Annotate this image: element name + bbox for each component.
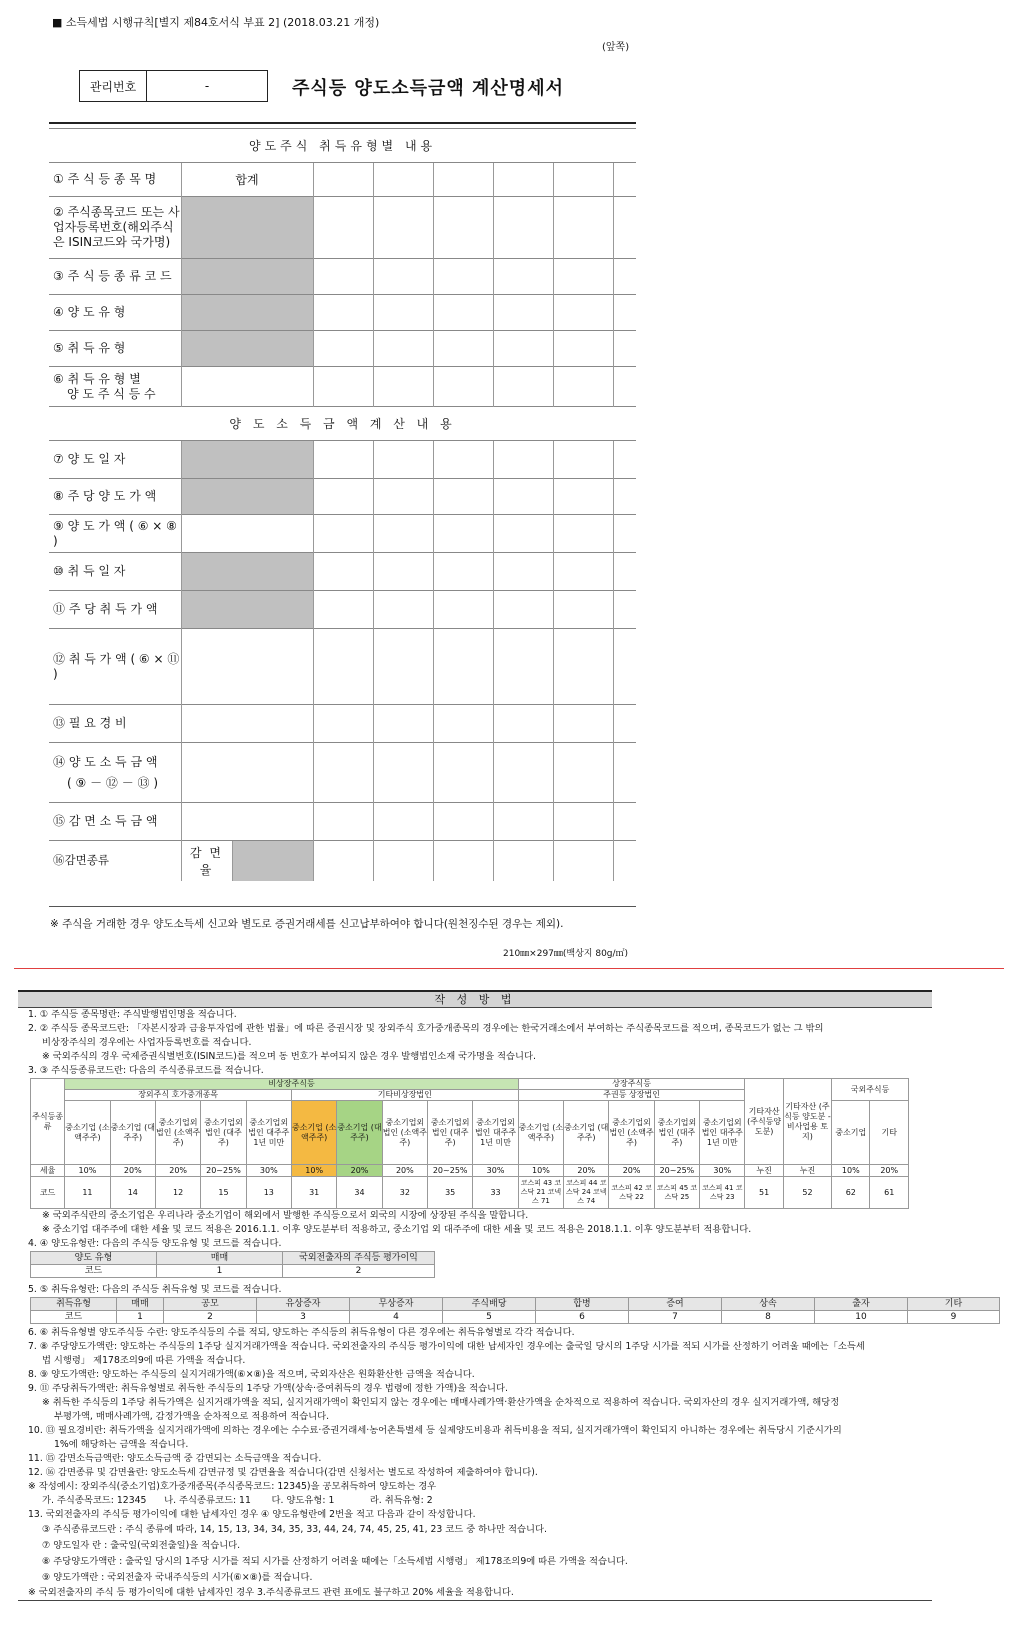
rate-cell: 20% bbox=[382, 1165, 427, 1177]
rate-cell: 30% bbox=[700, 1165, 745, 1177]
instruction-line: ※ 취득한 주식등의 1주당 취득가액은 실지거래가액을 적되, 실지거래가액이 확인되지 않는 경우에는 매매사례가액·환산가액을 순차적으로 적용하여 적습니다. 국외자산의 경우 실지거래가액, 해당정 bbox=[42, 1397, 840, 1408]
col-header: 중소기업 bbox=[832, 1101, 870, 1165]
rate-cell: 20% bbox=[564, 1165, 609, 1177]
gray-cell bbox=[181, 259, 313, 295]
col-header: 중소기업외 법인 (소액주주) bbox=[382, 1101, 427, 1165]
col-header: 중소기업 (대주주) bbox=[564, 1101, 609, 1165]
rate-cell: 30% bbox=[246, 1165, 291, 1177]
input-cell[interactable] bbox=[553, 197, 613, 259]
input-cell[interactable] bbox=[553, 259, 613, 295]
input-cell[interactable] bbox=[553, 295, 613, 331]
input-cell[interactable] bbox=[493, 197, 553, 259]
table-cell: 7 bbox=[629, 1311, 722, 1324]
input-cell[interactable] bbox=[373, 295, 433, 331]
input-cell[interactable] bbox=[313, 803, 373, 841]
input-cell[interactable] bbox=[553, 163, 613, 197]
instruction-line: 1. ① 주식등 종목명란: 주식발행법인명을 적습니다. bbox=[28, 1009, 237, 1020]
table-cell: 코드 bbox=[31, 1265, 157, 1278]
code-cell: 61 bbox=[870, 1177, 909, 1209]
input-cell[interactable] bbox=[313, 515, 373, 553]
input-cell[interactable] bbox=[493, 841, 553, 881]
table-cell: 8 bbox=[722, 1311, 815, 1324]
total-cell[interactable] bbox=[181, 743, 313, 803]
instruction-line: ※ 국외주식란의 중소기업은 우리나라 중소기업이 해외에서 발행한 주식등으로서 외국의 시장에 상장된 주식을 말합니다. bbox=[42, 1210, 529, 1221]
instruction-line: ※ 중소기업 대주주에 대한 세율 및 코드 적용은 2016.1.1. 이후 양도분부터 적용하고, 중소기업 외 대주주에 대한 세율 및 코드 적용은 2018.1.1. 이후 양도분부터 적용합니다. bbox=[42, 1224, 752, 1235]
input-cell[interactable] bbox=[373, 591, 433, 629]
input-cell[interactable] bbox=[313, 259, 373, 295]
gray-cell bbox=[181, 295, 313, 331]
row-label-stock-type-code: ③ 주 식 등 종 류 코 드 bbox=[49, 259, 181, 295]
input-cell[interactable] bbox=[313, 479, 373, 515]
input-cell[interactable] bbox=[433, 515, 493, 553]
input-cell[interactable] bbox=[313, 705, 373, 743]
input-cell[interactable] bbox=[433, 295, 493, 331]
row-label-transfer-price: ⑨ 양 도 가 액 ( ⑥ × ⑧ ) bbox=[49, 515, 181, 553]
instruction-line: 5. ⑤ 취득유형란: 다음의 주식등 취득유형 및 코드를 적습니다. bbox=[28, 1284, 282, 1295]
input-cell[interactable] bbox=[553, 841, 613, 881]
input-cell[interactable] bbox=[613, 515, 636, 553]
paper-size: 210㎜×297㎜(백상지 80g/㎡) bbox=[503, 949, 629, 959]
code-cell: 13 bbox=[246, 1177, 291, 1209]
footnote: ※ 주식을 거래한 경우 양도소득세 신고와 별도로 증권거래세를 신고납부하여야 합니다(원천징수된 경우는 제외). bbox=[50, 918, 564, 930]
instruction-line: 2. ② 주식등 종목코드란: 「자본시장과 금융투자업에 관한 법률」에 따른 증권시장 및 장외주식 호가중개종목의 경우에는 한국거래소에서 부여하는 주식종목코드를 적으며, 종목코드가 없는 그 밖의 bbox=[28, 1023, 824, 1034]
page-divider bbox=[14, 968, 1004, 969]
instruction-line: ※ 국외전출자의 주식 등 평가이익에 대한 납세자인 경우 3.주식종류코드 관련 표에도 불구하고 20% 세율을 적용합니다. bbox=[18, 1586, 932, 1601]
other-asset2-header: 기타자산 (주식등 양도분 -비사업용 토지) bbox=[783, 1079, 831, 1165]
input-cell[interactable] bbox=[553, 367, 613, 407]
table-header-cell: 매매 bbox=[117, 1298, 164, 1311]
total-cell[interactable] bbox=[181, 803, 313, 841]
input-cell[interactable] bbox=[613, 841, 636, 881]
input-cell[interactable] bbox=[553, 331, 613, 367]
input-cell[interactable] bbox=[433, 803, 493, 841]
total-cell[interactable] bbox=[181, 367, 313, 407]
reduction-rate-label: 감 면 율 bbox=[181, 841, 232, 881]
rate-cell: 20% bbox=[337, 1165, 382, 1177]
code-cell: 코스피 44 코스닥 24 코넥스 74 bbox=[564, 1177, 609, 1209]
title-rule bbox=[49, 122, 636, 124]
table-cell: 10 bbox=[815, 1311, 908, 1324]
row-label-reduced-income: ⑮ 감 면 소 득 금 액 bbox=[49, 803, 181, 841]
input-cell[interactable] bbox=[313, 331, 373, 367]
col-header: 중소기업외 법인 대주주 1년 미만 bbox=[473, 1101, 518, 1165]
input-cell[interactable] bbox=[493, 259, 553, 295]
row-label-share-count bbox=[49, 367, 181, 407]
calculation-table bbox=[49, 128, 636, 881]
gray-cell bbox=[181, 441, 313, 479]
section-header-calc: 양 도 소 득 금 액 계 산 내 용 bbox=[49, 407, 636, 441]
input-cell[interactable] bbox=[373, 367, 433, 407]
input-cell[interactable] bbox=[433, 163, 493, 197]
total-column-header: 합계 bbox=[181, 163, 313, 197]
table-cell: 1 bbox=[157, 1265, 283, 1278]
row-label-stock-code: ② 주식종목코드 또는 사업자등록번호(해외주식은 ISIN코드와 국가명) bbox=[49, 197, 181, 259]
rate-cell: 10% bbox=[832, 1165, 870, 1177]
instruction-line: 가. 주식종목코드: 12345 나. 주식종류코드: 11 다. 양도유형: 1 라. 취득유형: 2 bbox=[42, 1495, 433, 1506]
input-cell[interactable] bbox=[493, 553, 553, 591]
table-header-cell: 합병 bbox=[536, 1298, 629, 1311]
rate-cell: 10% bbox=[65, 1165, 110, 1177]
input-cell[interactable] bbox=[553, 441, 613, 479]
code-cell: 11 bbox=[65, 1177, 110, 1209]
input-cell[interactable] bbox=[493, 515, 553, 553]
input-cell[interactable] bbox=[373, 629, 433, 705]
transfer-type-table bbox=[30, 1251, 435, 1278]
input-cell[interactable] bbox=[313, 553, 373, 591]
instruction-line: ※ 작성예시: 장외주식(중소기업)호가중개종목(주식종목코드: 12345)을 공모취득하여 양도하는 경우 bbox=[28, 1481, 437, 1492]
rate-cell: 10% bbox=[291, 1165, 336, 1177]
code-cell: 34 bbox=[337, 1177, 382, 1209]
col-header: 중소기업 (소액주주) bbox=[65, 1101, 110, 1165]
table-header-cell: 유상증자 bbox=[257, 1298, 350, 1311]
listed-sub-header: 주권등 상장법인 bbox=[518, 1090, 745, 1101]
instructions-title: 작 성 방 법 bbox=[18, 990, 932, 1008]
input-cell[interactable] bbox=[493, 803, 553, 841]
input-cell[interactable] bbox=[433, 705, 493, 743]
input-cell[interactable] bbox=[433, 441, 493, 479]
row-label-reduction-type: ⑯감면종류 bbox=[49, 841, 181, 881]
otc-header: 장외주식 호가중개종목 bbox=[65, 1090, 292, 1101]
input-cell[interactable] bbox=[613, 629, 636, 705]
table-cell: 2 bbox=[164, 1311, 257, 1324]
instruction-line: 7. ⑧ 주당양도가액란: 양도하는 주식등의 1주당 실지거래가액을 적습니다. 국외전출자의 주식등 평가이익에 대한 납세자인 경우에는 출국일 당시의 1주당 시가를 적되 시가를 산정하기 어려울 때에는「소득세 bbox=[28, 1341, 865, 1352]
table-cell: 5 bbox=[443, 1311, 536, 1324]
input-cell[interactable] bbox=[553, 705, 613, 743]
code-label: 코드 bbox=[31, 1177, 65, 1209]
col-header: 중소기업외 법인 (대주주) bbox=[654, 1101, 699, 1165]
code-cell: 51 bbox=[745, 1177, 783, 1209]
row-label-unit-acquisition-price: ⑪ 주 당 취 득 가 액 bbox=[49, 591, 181, 629]
input-cell[interactable] bbox=[373, 259, 433, 295]
row-label-unit-transfer-price: ⑧ 주 당 양 도 가 액 bbox=[49, 479, 181, 515]
input-cell[interactable] bbox=[613, 803, 636, 841]
input-cell[interactable] bbox=[313, 743, 373, 803]
rate-cell: 30% bbox=[473, 1165, 518, 1177]
instruction-line: 8. ⑨ 양도가액란: 양도하는 주식등의 실지거래가액(⑥×⑧)을 적으며, 국외자산은 원화환산한 금액을 적습니다. bbox=[28, 1369, 475, 1380]
input-cell[interactable] bbox=[493, 367, 553, 407]
instruction-line: 10. ⑬ 필요경비란: 취득가액을 실지거래가액에 의하는 경우에는 수수료·증권거래세·농어촌특별세 등 실제양도비용과 취득비용을 적되, 실지거래가액이 확인되지 아니하는 경우에는 취득당시 기준시가의 bbox=[28, 1425, 842, 1436]
col-header: 중소기업외 법인 (대주주) bbox=[428, 1101, 473, 1165]
foreign-header: 국외주식등 bbox=[832, 1079, 909, 1101]
input-cell[interactable] bbox=[613, 295, 636, 331]
input-cell[interactable] bbox=[493, 629, 553, 705]
row-label-transfer-income bbox=[49, 743, 181, 803]
input-cell[interactable] bbox=[493, 295, 553, 331]
input-cell[interactable] bbox=[373, 479, 433, 515]
table-header-cell: 무상증자 bbox=[350, 1298, 443, 1311]
rate-cell: 누진 bbox=[783, 1165, 831, 1177]
management-number-box bbox=[79, 70, 268, 102]
input-cell[interactable] bbox=[433, 331, 493, 367]
input-cell[interactable] bbox=[373, 163, 433, 197]
code-cell: 코스피 41 코스닥 23 bbox=[700, 1177, 745, 1209]
col-header: 중소기업 (대주주) bbox=[337, 1101, 382, 1165]
code-cell: 31 bbox=[291, 1177, 336, 1209]
instruction-line: 9. ⑪ 주당취득가액란: 취득유형별로 취득한 주식등의 1주당 가액(상속·증여취득의 경우 법령에 정한 가액)을 적습니다. bbox=[28, 1383, 508, 1394]
input-cell[interactable] bbox=[373, 515, 433, 553]
input-cell[interactable] bbox=[613, 705, 636, 743]
input-cell[interactable] bbox=[373, 331, 433, 367]
col-header: 중소기업 (소액주주) bbox=[518, 1101, 563, 1165]
gray-cell bbox=[181, 591, 313, 629]
input-cell[interactable] bbox=[433, 479, 493, 515]
form-title: 주식등 양도소득금액 계산명세서 bbox=[292, 78, 564, 99]
code-cell: 33 bbox=[473, 1177, 518, 1209]
code-cell: 코스피 45 코스닥 25 bbox=[654, 1177, 699, 1209]
col-header: 중소기업외 법인 (소액주주) bbox=[155, 1101, 200, 1165]
input-cell[interactable] bbox=[373, 705, 433, 743]
input-cell[interactable] bbox=[553, 629, 613, 705]
input-cell[interactable] bbox=[613, 441, 636, 479]
unlisted-header: 비상장주식등 bbox=[65, 1079, 518, 1090]
code-cell: 35 bbox=[428, 1177, 473, 1209]
input-cell[interactable] bbox=[433, 591, 493, 629]
code-cell: 52 bbox=[783, 1177, 831, 1209]
table-header-cell: 증여 bbox=[629, 1298, 722, 1311]
gray-cell bbox=[181, 479, 313, 515]
input-cell[interactable] bbox=[373, 743, 433, 803]
input-cell[interactable] bbox=[553, 553, 613, 591]
col-header: 중소기업 (소액주주) bbox=[291, 1101, 336, 1165]
table-header-cell: 주식배당 bbox=[443, 1298, 536, 1311]
input-cell[interactable] bbox=[373, 553, 433, 591]
input-cell[interactable] bbox=[373, 197, 433, 259]
rate-cell: 20~25% bbox=[201, 1165, 246, 1177]
instruction-line: ⑨ 양도가액란 : 국외전출자 국내주식등의 시가(⑥×⑧)를 적습니다. bbox=[42, 1572, 313, 1583]
instruction-line: ⑧ 주당양도가액란 : 출국일 당시의 1주당 시가를 적되 시가를 산정하기 어려울 때에는「소득세법 시행령」 제178조의9에 따른 가액을 적습니다. bbox=[42, 1556, 628, 1567]
code-cell: 코스피 43 코스닥 21 코넥스 71 bbox=[518, 1177, 563, 1209]
input-cell[interactable] bbox=[553, 591, 613, 629]
management-number-field[interactable]: - bbox=[204, 79, 210, 93]
table-header-cell: 취득유형 bbox=[31, 1298, 117, 1311]
input-cell[interactable] bbox=[613, 331, 636, 367]
instruction-line: ③ 주식종류코드란 : 주식 종류에 따라, 14, 15, 13, 34, 34, 35, 33, 44, 24, 74, 45, 25, 41, 23 코드 중 하나만 적습니다. bbox=[42, 1524, 547, 1535]
input-cell[interactable] bbox=[553, 803, 613, 841]
code-cell: 62 bbox=[832, 1177, 870, 1209]
rate-label: 세율 bbox=[31, 1165, 65, 1177]
col-header: 중소기업외 법인 (대주주) bbox=[201, 1101, 246, 1165]
rate-cell: 20% bbox=[609, 1165, 654, 1177]
input-cell[interactable] bbox=[433, 553, 493, 591]
instruction-line: 6. ⑥ 취득유형별 양도주식등 수란: 양도주식등의 수를 적되, 양도하는 주식등의 취득유형이 다른 경우에는 취득유형별로 각각 적습니다. bbox=[28, 1327, 575, 1338]
input-cell[interactable] bbox=[433, 841, 493, 881]
instruction-line: 부평가액, 매매사례가액, 감정가액을 순차적으로 적용하여 적습니다. bbox=[54, 1411, 330, 1422]
table-header-cell: 국외전출자의 주식등 평가이익 bbox=[283, 1252, 435, 1265]
input-cell[interactable] bbox=[433, 259, 493, 295]
input-cell[interactable] bbox=[313, 197, 373, 259]
acquisition-type-table bbox=[30, 1297, 1000, 1324]
input-cell[interactable] bbox=[613, 259, 636, 295]
code-cell: 15 bbox=[201, 1177, 246, 1209]
instruction-line: ⑦ 양도일자 란 : 출국일(국외전출일)을 적습니다. bbox=[42, 1540, 241, 1551]
table-cell: 3 bbox=[257, 1311, 350, 1324]
input-cell[interactable] bbox=[433, 197, 493, 259]
table-header-cell: 출자 bbox=[815, 1298, 908, 1311]
other-unlisted-header: 기타비상장법인 bbox=[291, 1090, 518, 1101]
instructions-section bbox=[18, 990, 963, 1601]
col-header: 중소기업외 법인 대주주 1년 미만 bbox=[700, 1101, 745, 1165]
col-header: 중소기업외 법인 대주주 1년 미만 bbox=[246, 1101, 291, 1165]
input-cell[interactable] bbox=[613, 743, 636, 803]
input-cell[interactable] bbox=[553, 515, 613, 553]
rate-cell: 20% bbox=[110, 1165, 155, 1177]
rate-cell: 10% bbox=[518, 1165, 563, 1177]
total-cell[interactable] bbox=[181, 629, 313, 705]
input-cell[interactable] bbox=[613, 197, 636, 259]
rate-cell: 20~25% bbox=[654, 1165, 699, 1177]
code-cell: 12 bbox=[155, 1177, 200, 1209]
table-cell: 1 bbox=[117, 1311, 164, 1324]
input-cell[interactable] bbox=[313, 629, 373, 705]
input-cell[interactable] bbox=[313, 367, 373, 407]
input-cell[interactable] bbox=[493, 479, 553, 515]
rate-cell: 20% bbox=[870, 1165, 909, 1177]
transfer-income-line2: ( ⑨ － ⑫ － ⑬ ) bbox=[67, 775, 159, 790]
instruction-line: 3. ③ 주식등종류코드란: 다음의 주식종류코드를 적습니다. bbox=[28, 1065, 264, 1076]
instruction-line: 1%에 해당하는 금액을 적습니다. bbox=[54, 1439, 189, 1450]
row-label-acquisition-type: ⑤ 취 득 유 형 bbox=[49, 331, 181, 367]
input-cell[interactable] bbox=[613, 367, 636, 407]
input-cell[interactable] bbox=[433, 743, 493, 803]
gray-cell bbox=[181, 553, 313, 591]
type-header: 주식등종류 bbox=[31, 1079, 65, 1165]
input-cell[interactable] bbox=[373, 441, 433, 479]
col-header: 중소기업외 법인 (소액주주) bbox=[609, 1101, 654, 1165]
section-header-types: 양도주식 취득유형별 내용 bbox=[49, 129, 636, 163]
input-cell[interactable] bbox=[493, 163, 553, 197]
instruction-line: 11. ⑮ 감면소득금액란: 양도소득금액 중 감면되는 소득금액을 적습니다. bbox=[28, 1453, 322, 1464]
input-cell[interactable] bbox=[313, 591, 373, 629]
instruction-line: 비상장주식의 경우에는 사업자등록번호를 적습니다. bbox=[42, 1037, 252, 1048]
transfer-income-line1: ⑭ 양 도 소 득 금 액 bbox=[53, 754, 158, 769]
input-cell[interactable] bbox=[493, 441, 553, 479]
table-cell: 2 bbox=[283, 1265, 435, 1278]
listed-header: 상장주식등 bbox=[518, 1079, 745, 1090]
rate-row bbox=[31, 1165, 909, 1177]
rate-cell: 20~25% bbox=[428, 1165, 473, 1177]
input-cell[interactable] bbox=[313, 163, 373, 197]
input-cell[interactable] bbox=[433, 367, 493, 407]
code-cell: 14 bbox=[110, 1177, 155, 1209]
row-label-necessary-expenses: ⑬ 필 요 경 비 bbox=[49, 705, 181, 743]
other-asset-header: 기타자산(주식등양도분) bbox=[745, 1079, 783, 1165]
row-label-transfer-type: ④ 양 도 유 형 bbox=[49, 295, 181, 331]
table-header-cell: 상속 bbox=[722, 1298, 815, 1311]
row-label-acquisition-price: ⑫ 취 득 가 액 ( ⑥ × ⑪ ) bbox=[49, 629, 181, 705]
input-cell[interactable] bbox=[313, 441, 373, 479]
input-cell[interactable] bbox=[433, 629, 493, 705]
table-bottom-rule bbox=[49, 906, 636, 907]
page-side-label: (앞쪽) bbox=[602, 42, 630, 53]
input-cell[interactable] bbox=[493, 591, 553, 629]
form-reference: ■ 소득세법 시행규칙[별지 제84호서식 부표 2] (2018.03.21 개정) bbox=[52, 16, 380, 29]
input-cell[interactable] bbox=[613, 553, 636, 591]
table-header-cell: 매매 bbox=[157, 1252, 283, 1265]
col-header: 중소기업 (대주주) bbox=[110, 1101, 155, 1165]
instruction-line: ※ 국외주식의 경우 국제증권식별번호(ISIN코드)를 적으며 동 번호가 부여되지 않은 경우 발행법인소재 국가명을 적습니다. bbox=[42, 1051, 536, 1062]
instruction-line: 법 시행령」 제178조의9에 따른 가액을 적습니다. bbox=[42, 1355, 246, 1366]
input-cell[interactable] bbox=[373, 803, 433, 841]
row-label-acquisition-date: ⑩ 취 득 일 자 bbox=[49, 553, 181, 591]
table-header-cell: 공모 bbox=[164, 1298, 257, 1311]
input-cell[interactable] bbox=[613, 479, 636, 515]
input-cell[interactable] bbox=[493, 743, 553, 803]
stock-type-code-table bbox=[30, 1078, 909, 1209]
rate-cell: 누진 bbox=[745, 1165, 783, 1177]
gray-cell bbox=[181, 331, 313, 367]
input-cell[interactable] bbox=[493, 705, 553, 743]
col-header: 기타 bbox=[870, 1101, 909, 1165]
share-count-line2: 양 도 주 식 등 수 bbox=[67, 386, 156, 401]
instruction-line: 13. 국외전출자의 주식등 평가이익에 대한 납세자인 경우 ④ 양도유형란에 2번을 적고 다음과 같이 작성합니다. bbox=[28, 1509, 476, 1520]
code-cell: 32 bbox=[382, 1177, 427, 1209]
table-header-cell: 기타 bbox=[908, 1298, 1000, 1311]
input-cell[interactable] bbox=[313, 295, 373, 331]
input-cell[interactable] bbox=[613, 163, 636, 197]
gray-cell bbox=[181, 197, 313, 259]
row-label-transfer-date: ⑦ 양 도 일 자 bbox=[49, 441, 181, 479]
row-label-stock-name: ① 주 식 등 종 목 명 bbox=[49, 163, 181, 197]
code-row bbox=[31, 1177, 909, 1209]
share-count-line1: ⑥ 취 득 유 형 별 bbox=[53, 371, 141, 386]
table-cell: 9 bbox=[908, 1311, 1000, 1324]
input-cell[interactable] bbox=[553, 479, 613, 515]
instruction-line: 4. ④ 양도유형란: 다음의 주식등 양도유형 및 코드를 적습니다. bbox=[28, 1238, 282, 1249]
management-number-label: 관리번호 bbox=[80, 71, 147, 101]
table-cell: 4 bbox=[350, 1311, 443, 1324]
input-cell[interactable] bbox=[553, 743, 613, 803]
table-cell: 코드 bbox=[31, 1311, 117, 1324]
gray-cell bbox=[232, 841, 313, 881]
table-cell: 6 bbox=[536, 1311, 629, 1324]
rate-cell: 20% bbox=[155, 1165, 200, 1177]
input-cell[interactable] bbox=[313, 841, 373, 881]
instruction-line: 12. ⑯ 감면종류 및 감면율란: 양도소득세 감면규정 및 감면율을 적습니다(감면 신청서는 별도로 작성하여 제출하여야 합니다). bbox=[28, 1467, 538, 1478]
input-cell[interactable] bbox=[493, 331, 553, 367]
code-cell: 코스피 42 코스닥 22 bbox=[609, 1177, 654, 1209]
total-cell[interactable] bbox=[181, 515, 313, 553]
input-cell[interactable] bbox=[613, 591, 636, 629]
total-cell[interactable] bbox=[181, 705, 313, 743]
input-cell[interactable] bbox=[373, 841, 433, 881]
table-header-cell: 양도 유형 bbox=[31, 1252, 157, 1265]
